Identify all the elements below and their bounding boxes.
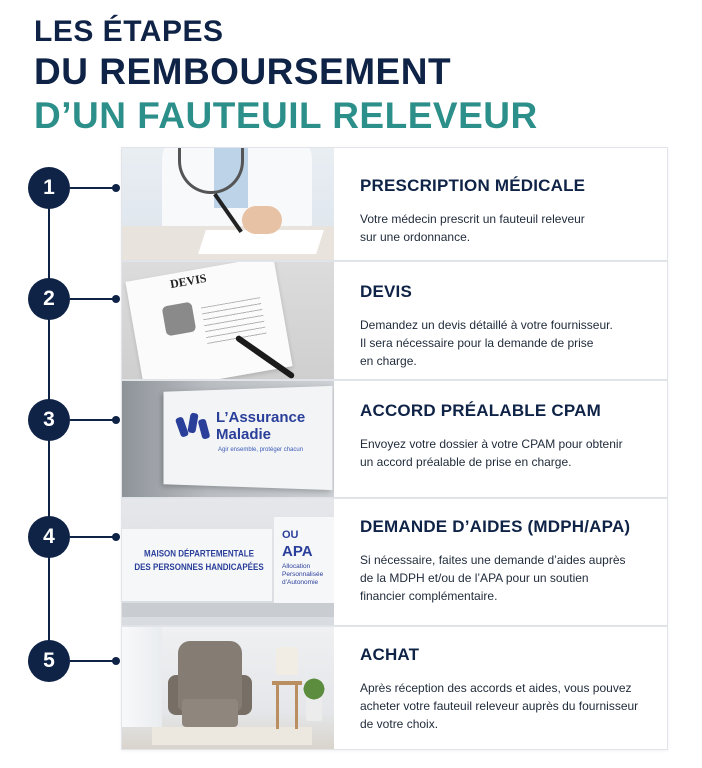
- step-3-number: 3: [28, 399, 70, 441]
- step-2-title: DEVIS: [360, 282, 413, 301]
- apa-text: APA: [282, 543, 313, 560]
- mdph-apa-image: [122, 499, 334, 625]
- step-4-card: [121, 498, 668, 626]
- title-line-3: D’UN FAUTEUIL RELEVEUR: [34, 95, 538, 136]
- step-5-description: Après réception des accords et aides, vous pouvez acheter votre fauteuil releveur auprès du fournisseur de votre choix.: [360, 681, 639, 731]
- assurance-maladie-sign-image: [122, 381, 334, 497]
- step-4-title: DEMANDE D’AIDES (MDPH/APA): [360, 517, 631, 536]
- doctor-writing-image: [122, 148, 334, 260]
- step-1-number: 1: [28, 167, 70, 209]
- page-header: [34, 14, 538, 138]
- assurance-maladie-logo-icon: [178, 411, 210, 441]
- assurance-maladie-name: L’Assurance Maladie: [216, 409, 306, 443]
- step-5-card: [121, 626, 668, 750]
- step-5-number: 5: [28, 640, 70, 682]
- recliner-chair-image: [122, 627, 334, 749]
- step-4-description: Si nécessaire, faites une demande d’aides auprès de la MDPH et/ou de l’APA pour un soutien financier complémentaire.: [360, 553, 626, 603]
- step-4-number: 4: [28, 516, 70, 558]
- title-line-2: DU REMBOURSEMENT: [34, 51, 452, 92]
- step-3-card: [121, 380, 668, 498]
- assurance-maladie-tagline: Agir ensemble, protéger chacun: [218, 447, 304, 453]
- step-3-description: Envoyez votre dossier à votre CPAM pour obtenir un accord préalable de prise en charge.: [360, 437, 623, 469]
- step-4-connector: [70, 536, 116, 538]
- step-2-number: 2: [28, 278, 70, 320]
- step-1-connector: [70, 187, 116, 189]
- devis-image-label: DEVIS: [168, 270, 208, 292]
- step-1-card: [121, 147, 668, 261]
- mdph-sign-text: MAISON DÉPARTEMENTALE DES PERSONNES HANDICAPÉES: [134, 548, 264, 572]
- step-3-title: ACCORD PRÉALABLE CPAM: [360, 401, 601, 420]
- step-1-description: Votre médecin prescrit un fauteuil releveur sur une ordonnance.: [360, 212, 585, 244]
- devis-document-image: [122, 262, 334, 379]
- step-2-connector: [70, 298, 116, 300]
- ou-text: OU: [282, 529, 299, 541]
- step-2-description: Demandez un devis détaillé à votre fournisseur. Il sera nécessaire pour la demande de prise en charge.: [360, 318, 613, 368]
- apa-subtitle: Allocation Personnalisée d’Autonomie: [282, 563, 324, 586]
- step-5-title: ACHAT: [360, 645, 420, 664]
- step-2-card: [121, 261, 668, 380]
- step-3-connector: [70, 419, 116, 421]
- title-line-1: LES ÉTAPES: [34, 15, 224, 48]
- step-5-connector: [70, 660, 116, 662]
- step-1-title: PRESCRIPTION MÉDICALE: [360, 176, 586, 195]
